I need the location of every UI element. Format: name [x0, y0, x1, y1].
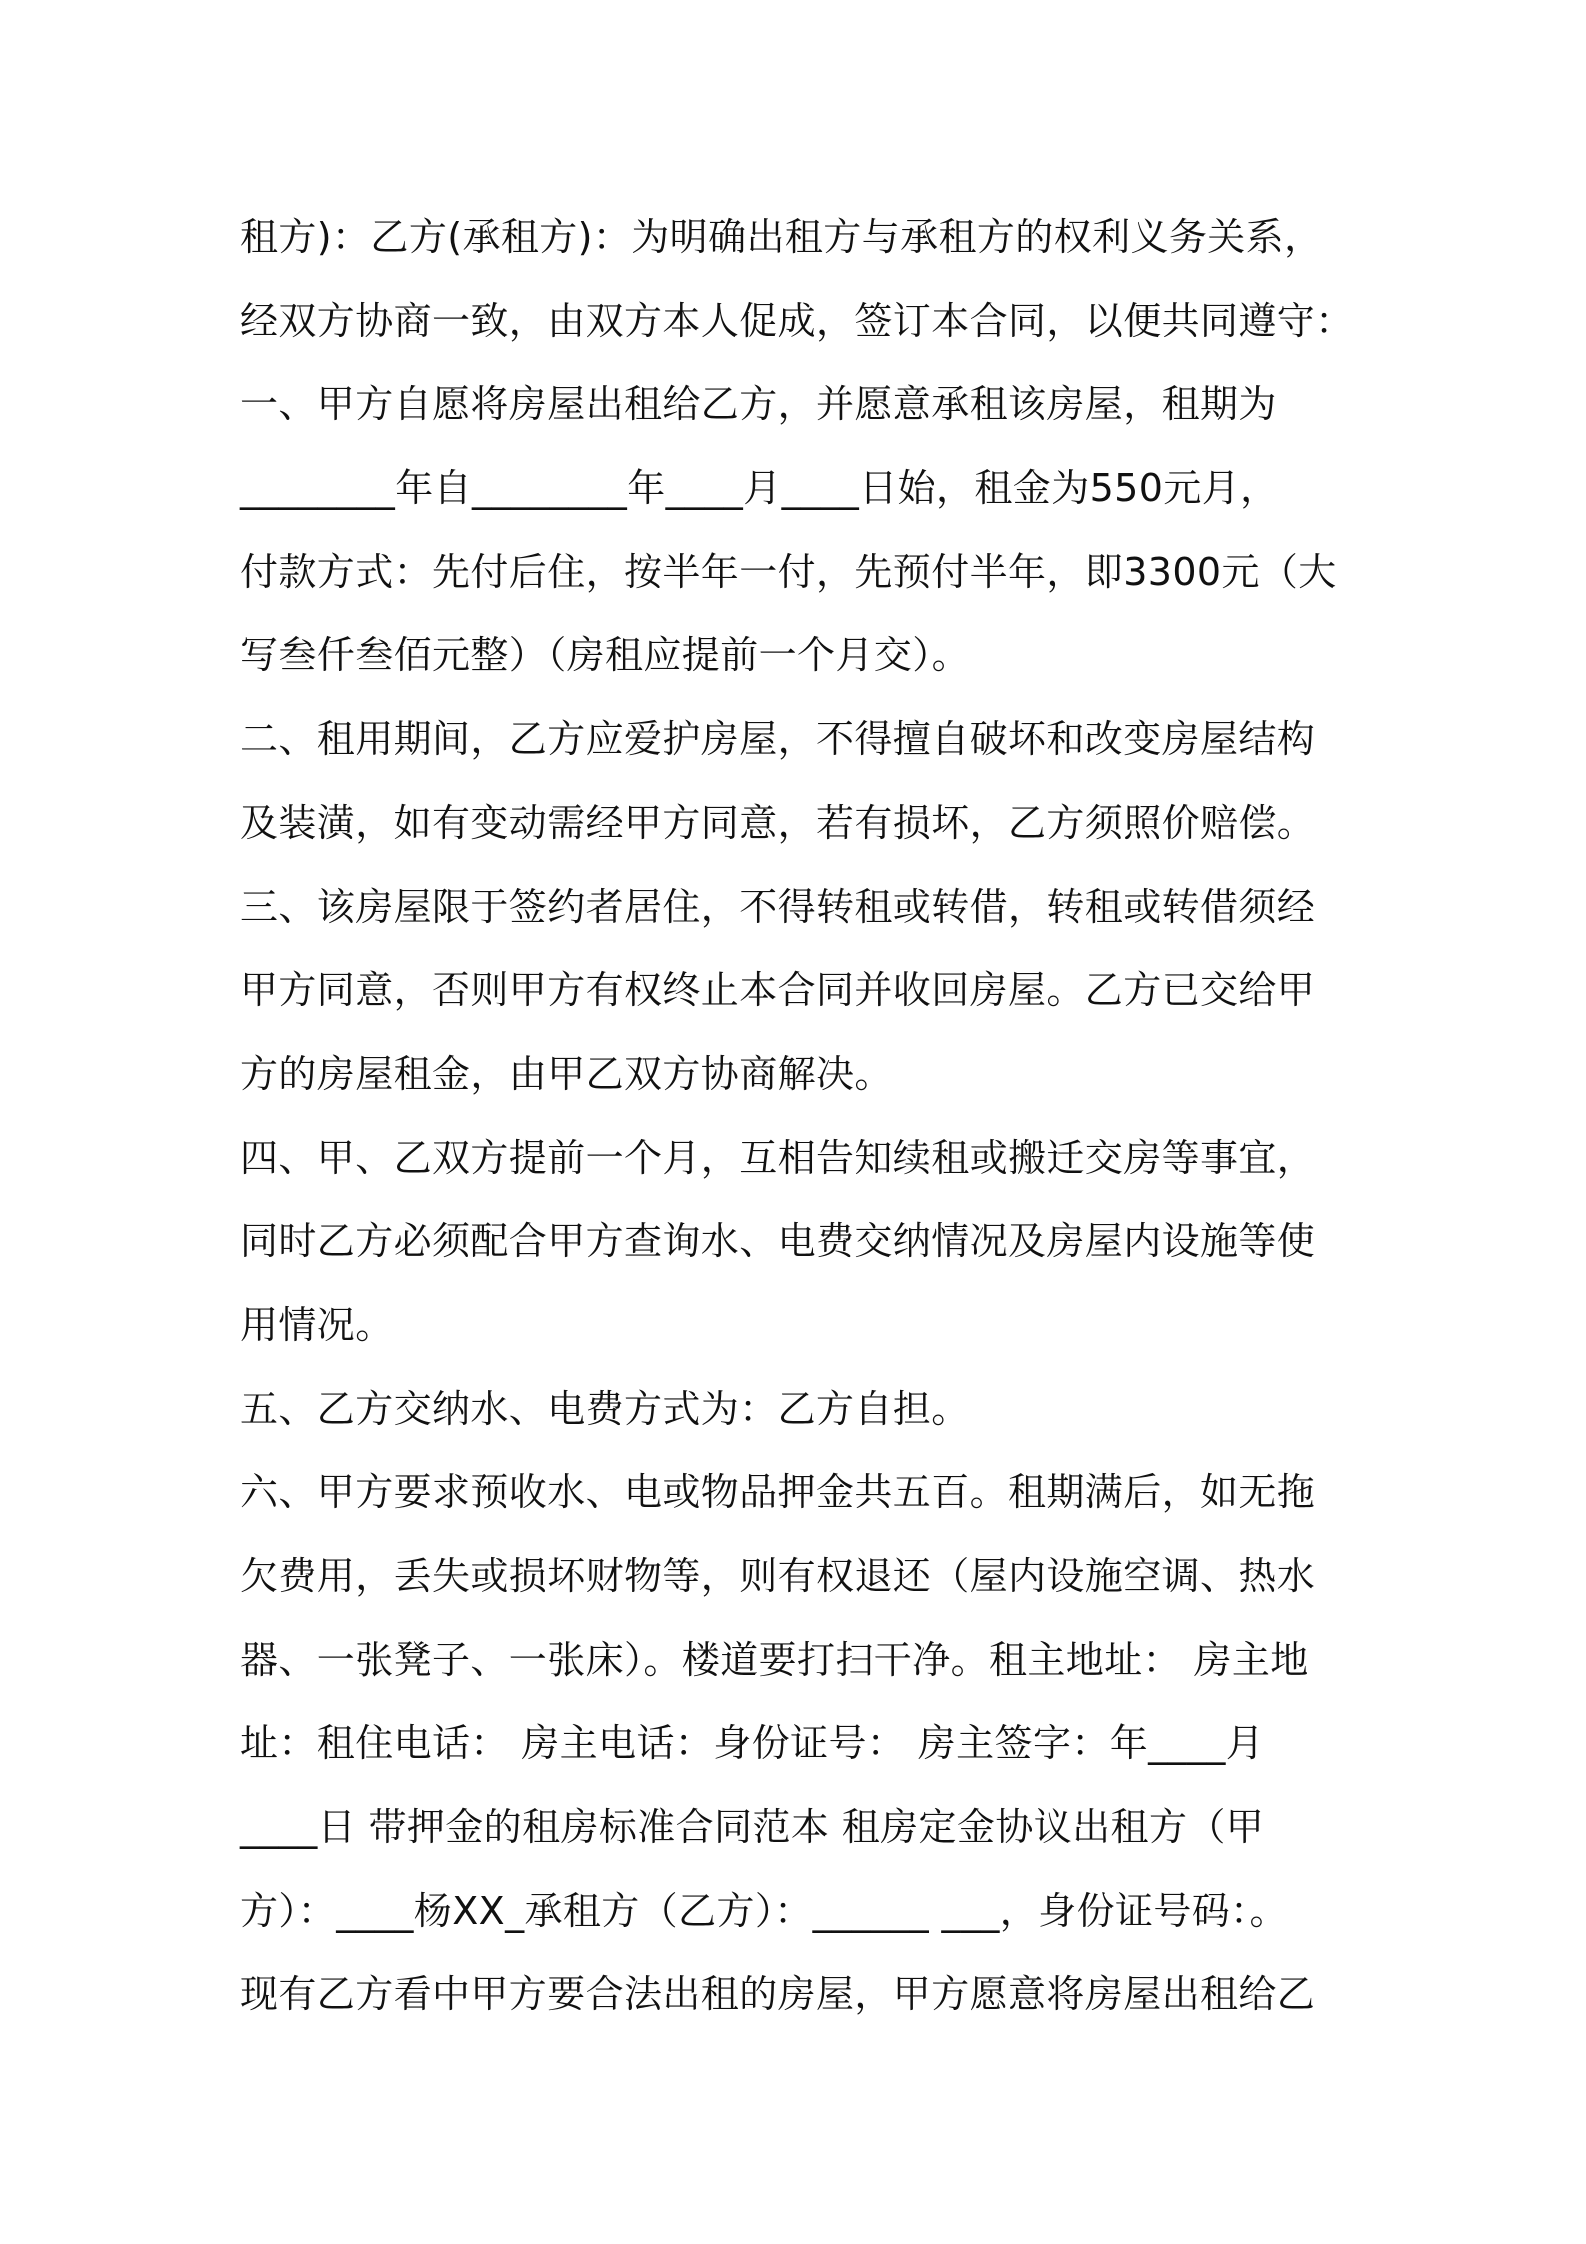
text-line: 器、一张凳子、一张床）。楼道要打扫干净。租主地址： 房主地 — [240, 1637, 1309, 1682]
text-line: ________年自________年____月____日始，租金为550元月， — [240, 466, 1279, 511]
text-line: 三、该房屋限于签约者居住，不得转租或转借，转租或转借须经 — [240, 884, 1316, 929]
text-line: 及装潢，如有变动需经甲方同意，若有损坏，乙方须照价赔偿。 — [240, 800, 1316, 845]
text-line: 四、甲、乙双方提前一个月，互相告知续租或搬迁交房等事宜， — [240, 1135, 1316, 1180]
text-line: 二、租用期间，乙方应爱护房屋，不得擅自破坏和改变房屋结构 — [240, 717, 1316, 762]
text-line: 现有乙方看中甲方要合法出租的房屋，甲方愿意将房屋出租给乙 — [240, 1972, 1316, 2017]
text-line: ____日 带押金的租房标准合同范本 租房定金协议出租方（甲 — [240, 1805, 1265, 1850]
text-line: 一、甲方自愿将房屋出租给乙方，并愿意承租该房屋，租期为 — [240, 382, 1277, 427]
text-line: 写叁仟叁佰元整）（房租应提前一个月交）。 — [240, 633, 971, 678]
text-line: 方）：____杨XX_承租方（乙方）：______ ___，身份证号码：。 — [240, 1888, 1288, 1933]
text-line: 付款方式：先付后住，按半年一付，先预付半年，即3300元（大 — [240, 549, 1337, 594]
text-line: 址：租住电话： 房主电话：身份证号： 房主签字：年____月 — [240, 1721, 1265, 1766]
text-line: 甲方同意，否则甲方有权终止本合同并收回房屋。乙方已交给甲 — [240, 968, 1316, 1013]
text-line: 六、甲方要求预收水、电或物品押金共五百。租期满后，如无拖 — [240, 1470, 1316, 1515]
text-line: 欠费用，丢失或损坏财物等，则有权退还（屋内设施空调、热水 — [240, 1554, 1316, 1598]
text-line: 用情况。 — [240, 1302, 394, 1347]
contract-body — [240, 196, 1354, 2037]
text-line: 租方)：乙方(承租方)：为明确出租方与承租方的权利义务关系， — [240, 215, 1323, 259]
text-line: 经双方协商一致，由双方本人促成，签订本合同，以便共同遵守： — [240, 298, 1354, 343]
text-line: 同时乙方必须配合甲方查询水、电费交纳情况及房屋内设施等使 — [240, 1219, 1316, 1264]
text-line: 五、乙方交纳水、电费方式为：乙方自担。 — [240, 1386, 970, 1431]
text-line: 方的房屋租金，由甲乙双方协商解决。 — [240, 1051, 893, 1096]
